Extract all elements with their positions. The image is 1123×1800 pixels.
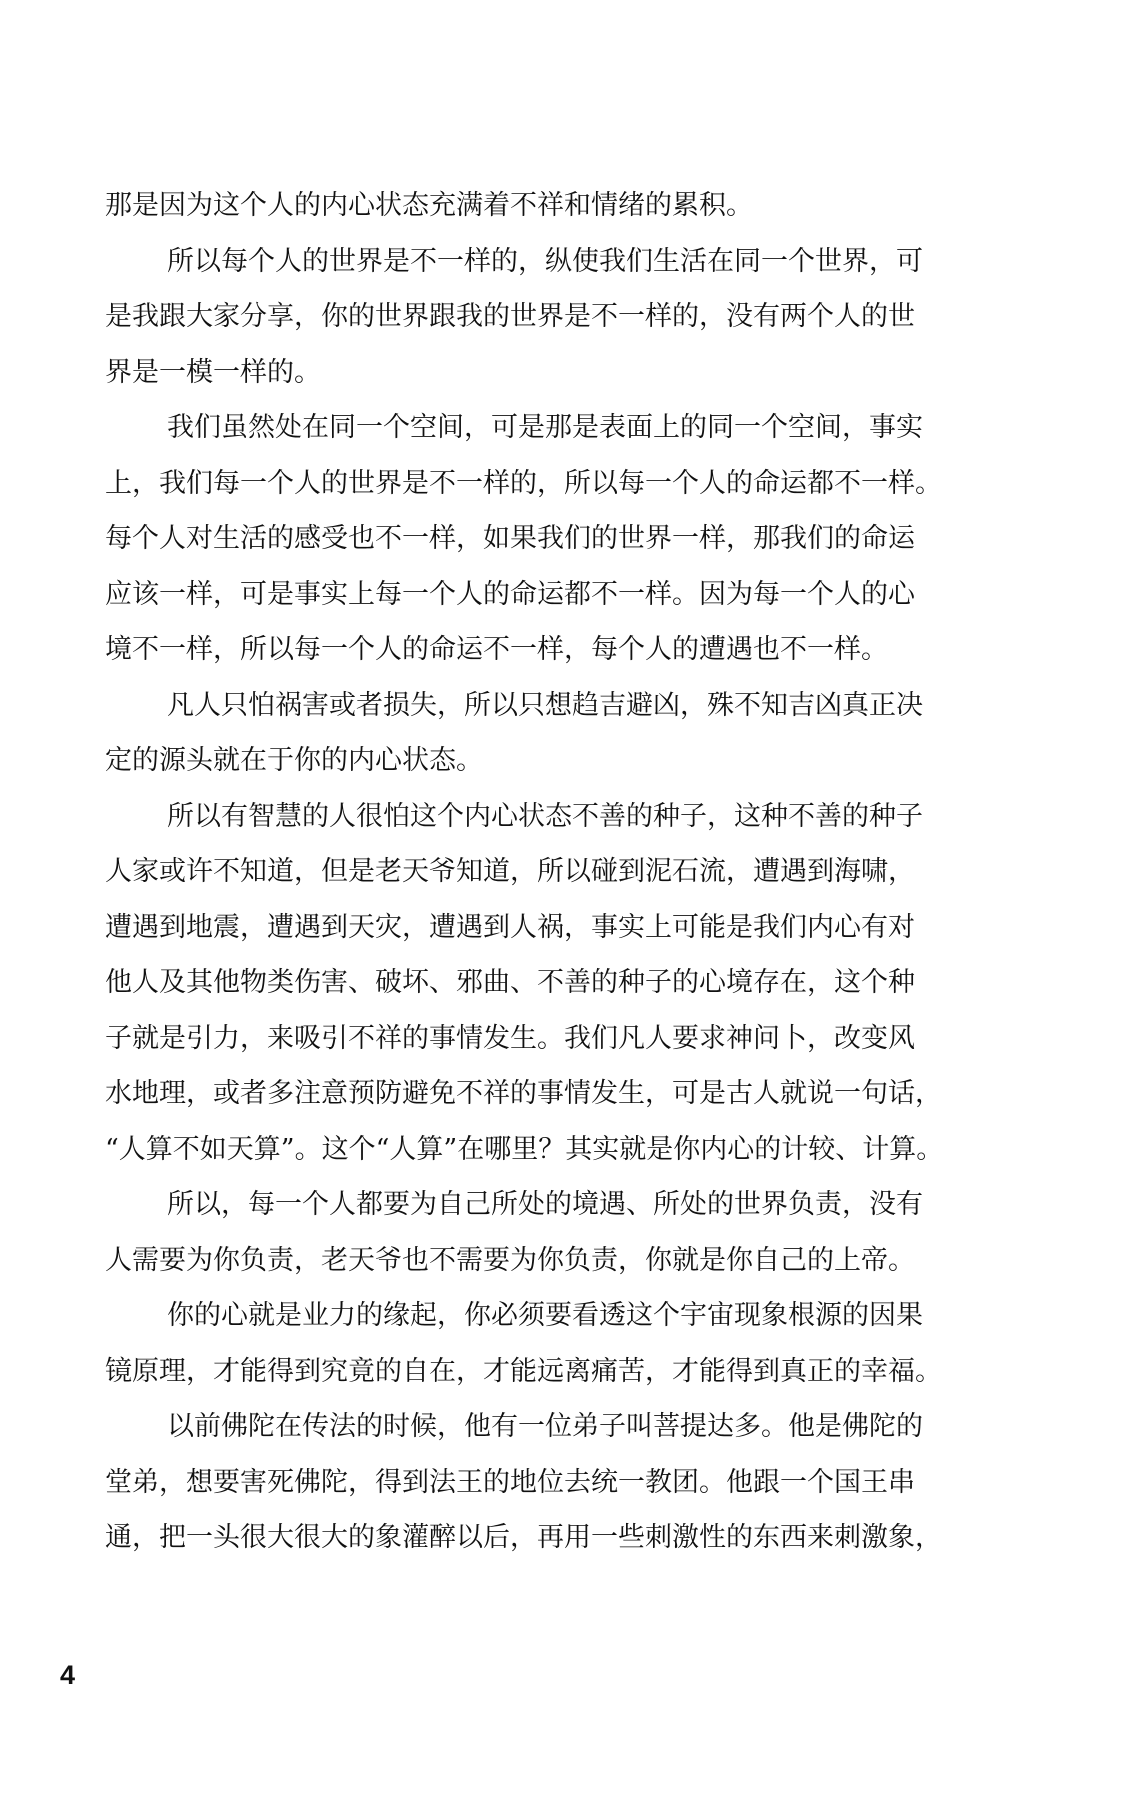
- text-line: 你的心就是业力的缘起，你必须要看透这个宇宙现象根源的因果: [167, 1300, 923, 1331]
- paragraph: [105, 234, 980, 401]
- text-line: 我们虽然处在同一个空间，可是那是表面上的同一个空间，事实: [167, 412, 923, 443]
- text-line: 是我跟大家分享，你的世界跟我的世界是不一样的，没有两个人的世: [105, 301, 915, 332]
- text-line: 子就是引力，来吸引不祥的事情发生。我们凡人要求神问卜，改变风: [105, 1022, 915, 1054]
- text-line: 遭遇到地震，遭遇到天灾，遭遇到人祸，事实上可能是我们内心有对: [105, 911, 915, 943]
- text-line: 所以，每一个人都要为自己所处的境遇、所处的世界负责，没有: [167, 1189, 923, 1220]
- paragraph: [105, 789, 980, 1178]
- text-line: 每个人对生活的感受也不一样，如果我们的世界一样，那我们的命运: [105, 523, 915, 554]
- text-line: 所以每个人的世界是不一样的，纵使我们生活在同一个世界，可: [167, 245, 923, 277]
- text-line: 以前佛陀在传法的时候，他有一位弟子叫菩提达多。他是佛陀的: [167, 1411, 923, 1442]
- text-line: 应该一样，可是事实上每一个人的命运都不一样。因为每一个人的心: [105, 578, 915, 610]
- text-line: 镜原理，才能得到究竟的自在，才能远离痛苦，才能得到真正的幸福。: [105, 1355, 942, 1387]
- body-text: [105, 178, 980, 1566]
- page-number: 4: [60, 1660, 76, 1690]
- text-line: 所以有智慧的人很怕这个内心状态不善的种子，这种不善的种子: [167, 800, 923, 832]
- paragraph: [105, 1399, 980, 1566]
- text-line: 通，把一头很大很大的象灌醉以后，再用一些刺激性的东西来刺激象，: [105, 1522, 942, 1553]
- text-line: 凡人只怕祸害或者损失，所以只想趋吉避凶，殊不知吉凶真正决: [167, 689, 923, 721]
- paragraph: [105, 400, 980, 678]
- text-line: 那是因为这个人的内心状态充满着不祥和情绪的累积。: [105, 190, 753, 221]
- text-line: 境不一样，所以每一个人的命运不一样，每个人的遭遇也不一样。: [105, 634, 888, 665]
- text-line: 上，我们每一个人的世界是不一样的，所以每一个人的命运都不一样。: [105, 467, 942, 499]
- text-line: 他人及其他物类伤害、破坏、邪曲、不善的种子的心境存在，这个种: [105, 967, 915, 998]
- text-line: 水地理，或者多注意预防避免不祥的事情发生，可是古人就说一句话，: [105, 1078, 942, 1109]
- text-line: 人家或许不知道，但是老天爷知道，所以碰到泥石流，遭遇到海啸，: [105, 856, 915, 887]
- text-line: 人需要为你负责，老天爷也不需要为你负责，你就是你自己的上帝。: [105, 1244, 915, 1276]
- paragraph: [105, 678, 980, 789]
- text-line: “人算不如天算”。这个“人算”在哪里？其实就是你内心的计较、计算。: [105, 1133, 944, 1165]
- text-line: 堂弟，想要害死佛陀，得到法王的地位去统一教团。他跟一个国王串: [105, 1466, 915, 1498]
- paragraph: [105, 1177, 980, 1288]
- paragraph: [105, 178, 980, 234]
- paragraph: [105, 1288, 980, 1399]
- text-line: 界是一模一样的。: [105, 356, 321, 388]
- text-line: 定的源头就在于你的内心状态。: [105, 745, 483, 776]
